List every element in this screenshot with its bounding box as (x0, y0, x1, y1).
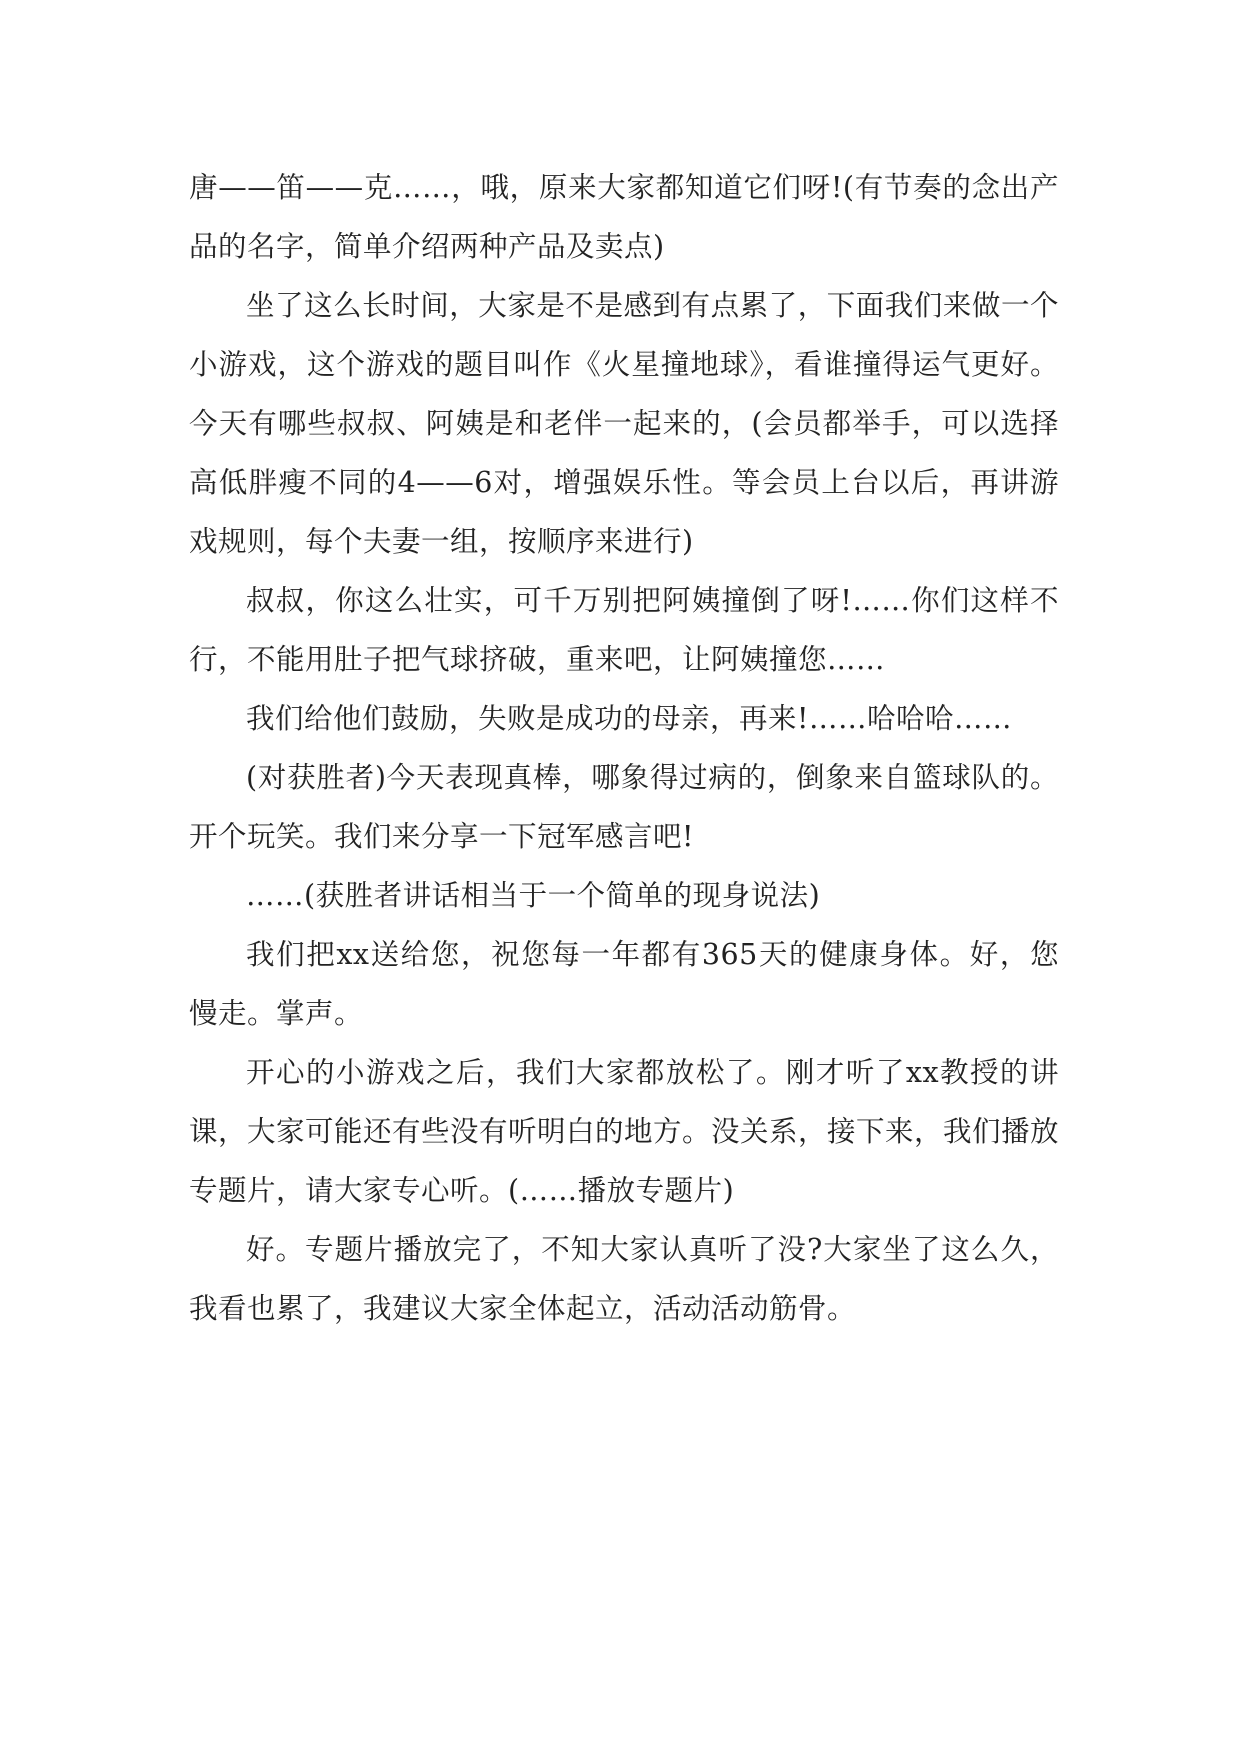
paragraph-3: 叔叔，你这么壮实，可千万别把阿姨撞倒了呀!……你们这样不行，不能用肚子把气球挤破，重来吧，让阿姨撞您…… (189, 584, 1059, 676)
paragraph-6: ……(获胜者讲话相当于一个简单的现身说法) (246, 879, 821, 912)
paragraph-7: 我们把xx送给您，祝您每一年都有365天的健康身体。好，您慢走。掌声。 (189, 938, 1059, 1030)
paragraph-8: 开心的小游戏之后，我们大家都放松了。刚才听了xx教授的讲课，大家可能还有些没有听明白的地方。没关系，接下来，我们播放专题片，请大家专心听。(……播放专题片) (189, 1056, 1060, 1207)
paragraph-5: (对获胜者)今天表现真棒，哪象得过病的，倒象来自篮球队的。开个玩笑。我们来分享一下冠军感言吧! (189, 761, 1059, 853)
paragraph-9: 好。专题片播放完了，不知大家认真听了没?大家坐了这么久，我看也累了，我建议大家全体起立，活动活动筋骨。 (189, 1233, 1059, 1325)
paragraph-1: 唐——笛——克……，哦，原来大家都知道它们呀!(有节奏的念出产品的名字，简单介绍两种产品及卖点) (189, 171, 1059, 263)
document-body (189, 158, 1059, 1338)
paragraph-2: 坐了这么长时间，大家是不是感到有点累了，下面我们来做一个小游戏，这个游戏的题目叫作《火星撞地球》，看谁撞得运气更好。今天有哪些叔叔、阿姨是和老伴一起来的，(会员都举手，可以选择高低胖瘦不同的4——6对，增强娱乐性。等会员上台以后，再讲游戏规则，每个夫妻一组，按顺序来进行) (189, 289, 1059, 558)
paragraph-4: 我们给他们鼓励，失败是成功的母亲，再来!……哈哈哈…… (246, 702, 1012, 735)
